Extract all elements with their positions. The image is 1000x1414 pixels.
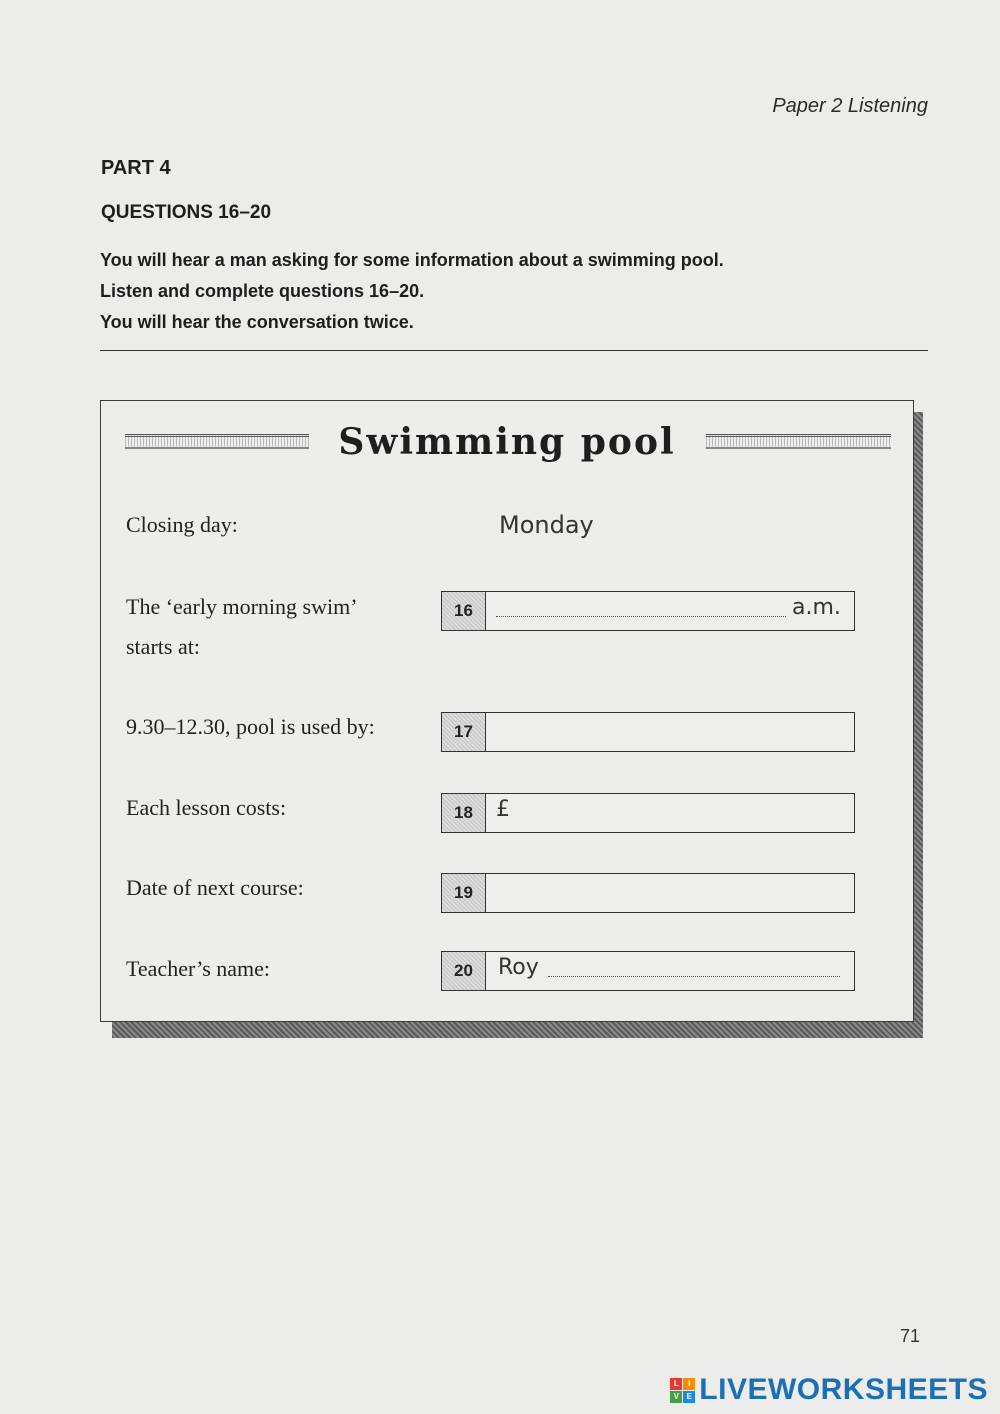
- questions-title: QUESTIONS 16–20: [101, 202, 272, 223]
- liveworksheets-wordmark: LIVEWORKSHEETS: [699, 1373, 988, 1406]
- page-number: 71: [899, 1326, 920, 1346]
- q17-answer-field[interactable]: [441, 712, 855, 752]
- q18-label: Each lesson costs:: [126, 795, 287, 820]
- form-title: Swimming pool: [338, 421, 676, 463]
- q16-answer-field[interactable]: [441, 591, 855, 631]
- q16-suffix: a.m.: [792, 595, 841, 620]
- closing-day-label: Closing day:: [126, 512, 238, 537]
- logo-letter: L: [670, 1378, 682, 1390]
- q20-dotted-line: [548, 976, 840, 977]
- form-title-row: [101, 421, 913, 465]
- part-title: PART 4: [101, 157, 171, 179]
- logo-letter: V: [670, 1391, 682, 1403]
- q16-label-line1: The ‘early morning swim’: [126, 594, 358, 619]
- instruction-line: You will hear a man asking for some information about a swimming pool.: [100, 250, 724, 270]
- form-box: [100, 400, 914, 1022]
- q20-label: Teacher’s name:: [126, 956, 271, 981]
- q20-number: 20: [442, 952, 486, 990]
- q16-dotted-line: [496, 616, 786, 617]
- liveworksheets-logo: [670, 1372, 988, 1408]
- q20-answer-field[interactable]: [441, 951, 855, 991]
- instruction-line: Listen and complete questions 16–20.: [100, 281, 425, 301]
- q19-number: 19: [442, 874, 486, 912]
- q16-label-line2: starts at:: [126, 634, 200, 659]
- q17-number: 17: [442, 713, 486, 751]
- paper-label: Paper 2 Listening: [772, 95, 928, 117]
- title-rule-right: [706, 434, 891, 449]
- q18-prefix: £: [496, 797, 510, 822]
- divider: [100, 350, 928, 351]
- q19-label: Date of next course:: [126, 875, 304, 900]
- q16-number: 16: [442, 592, 486, 630]
- instruction-line: You will hear the conversation twice.: [100, 312, 414, 332]
- q18-answer-field[interactable]: [441, 793, 855, 833]
- q18-number: 18: [442, 794, 486, 832]
- logo-letter: I: [683, 1378, 695, 1390]
- q19-answer-field[interactable]: [441, 873, 855, 913]
- instructions: [100, 249, 940, 342]
- closing-day-answer: Monday: [499, 511, 594, 539]
- liveworksheets-icon: [670, 1378, 695, 1403]
- q20-prefix: Roy: [498, 955, 539, 980]
- q17-label: 9.30–12.30, pool is used by:: [126, 714, 375, 739]
- logo-letter: E: [683, 1391, 695, 1403]
